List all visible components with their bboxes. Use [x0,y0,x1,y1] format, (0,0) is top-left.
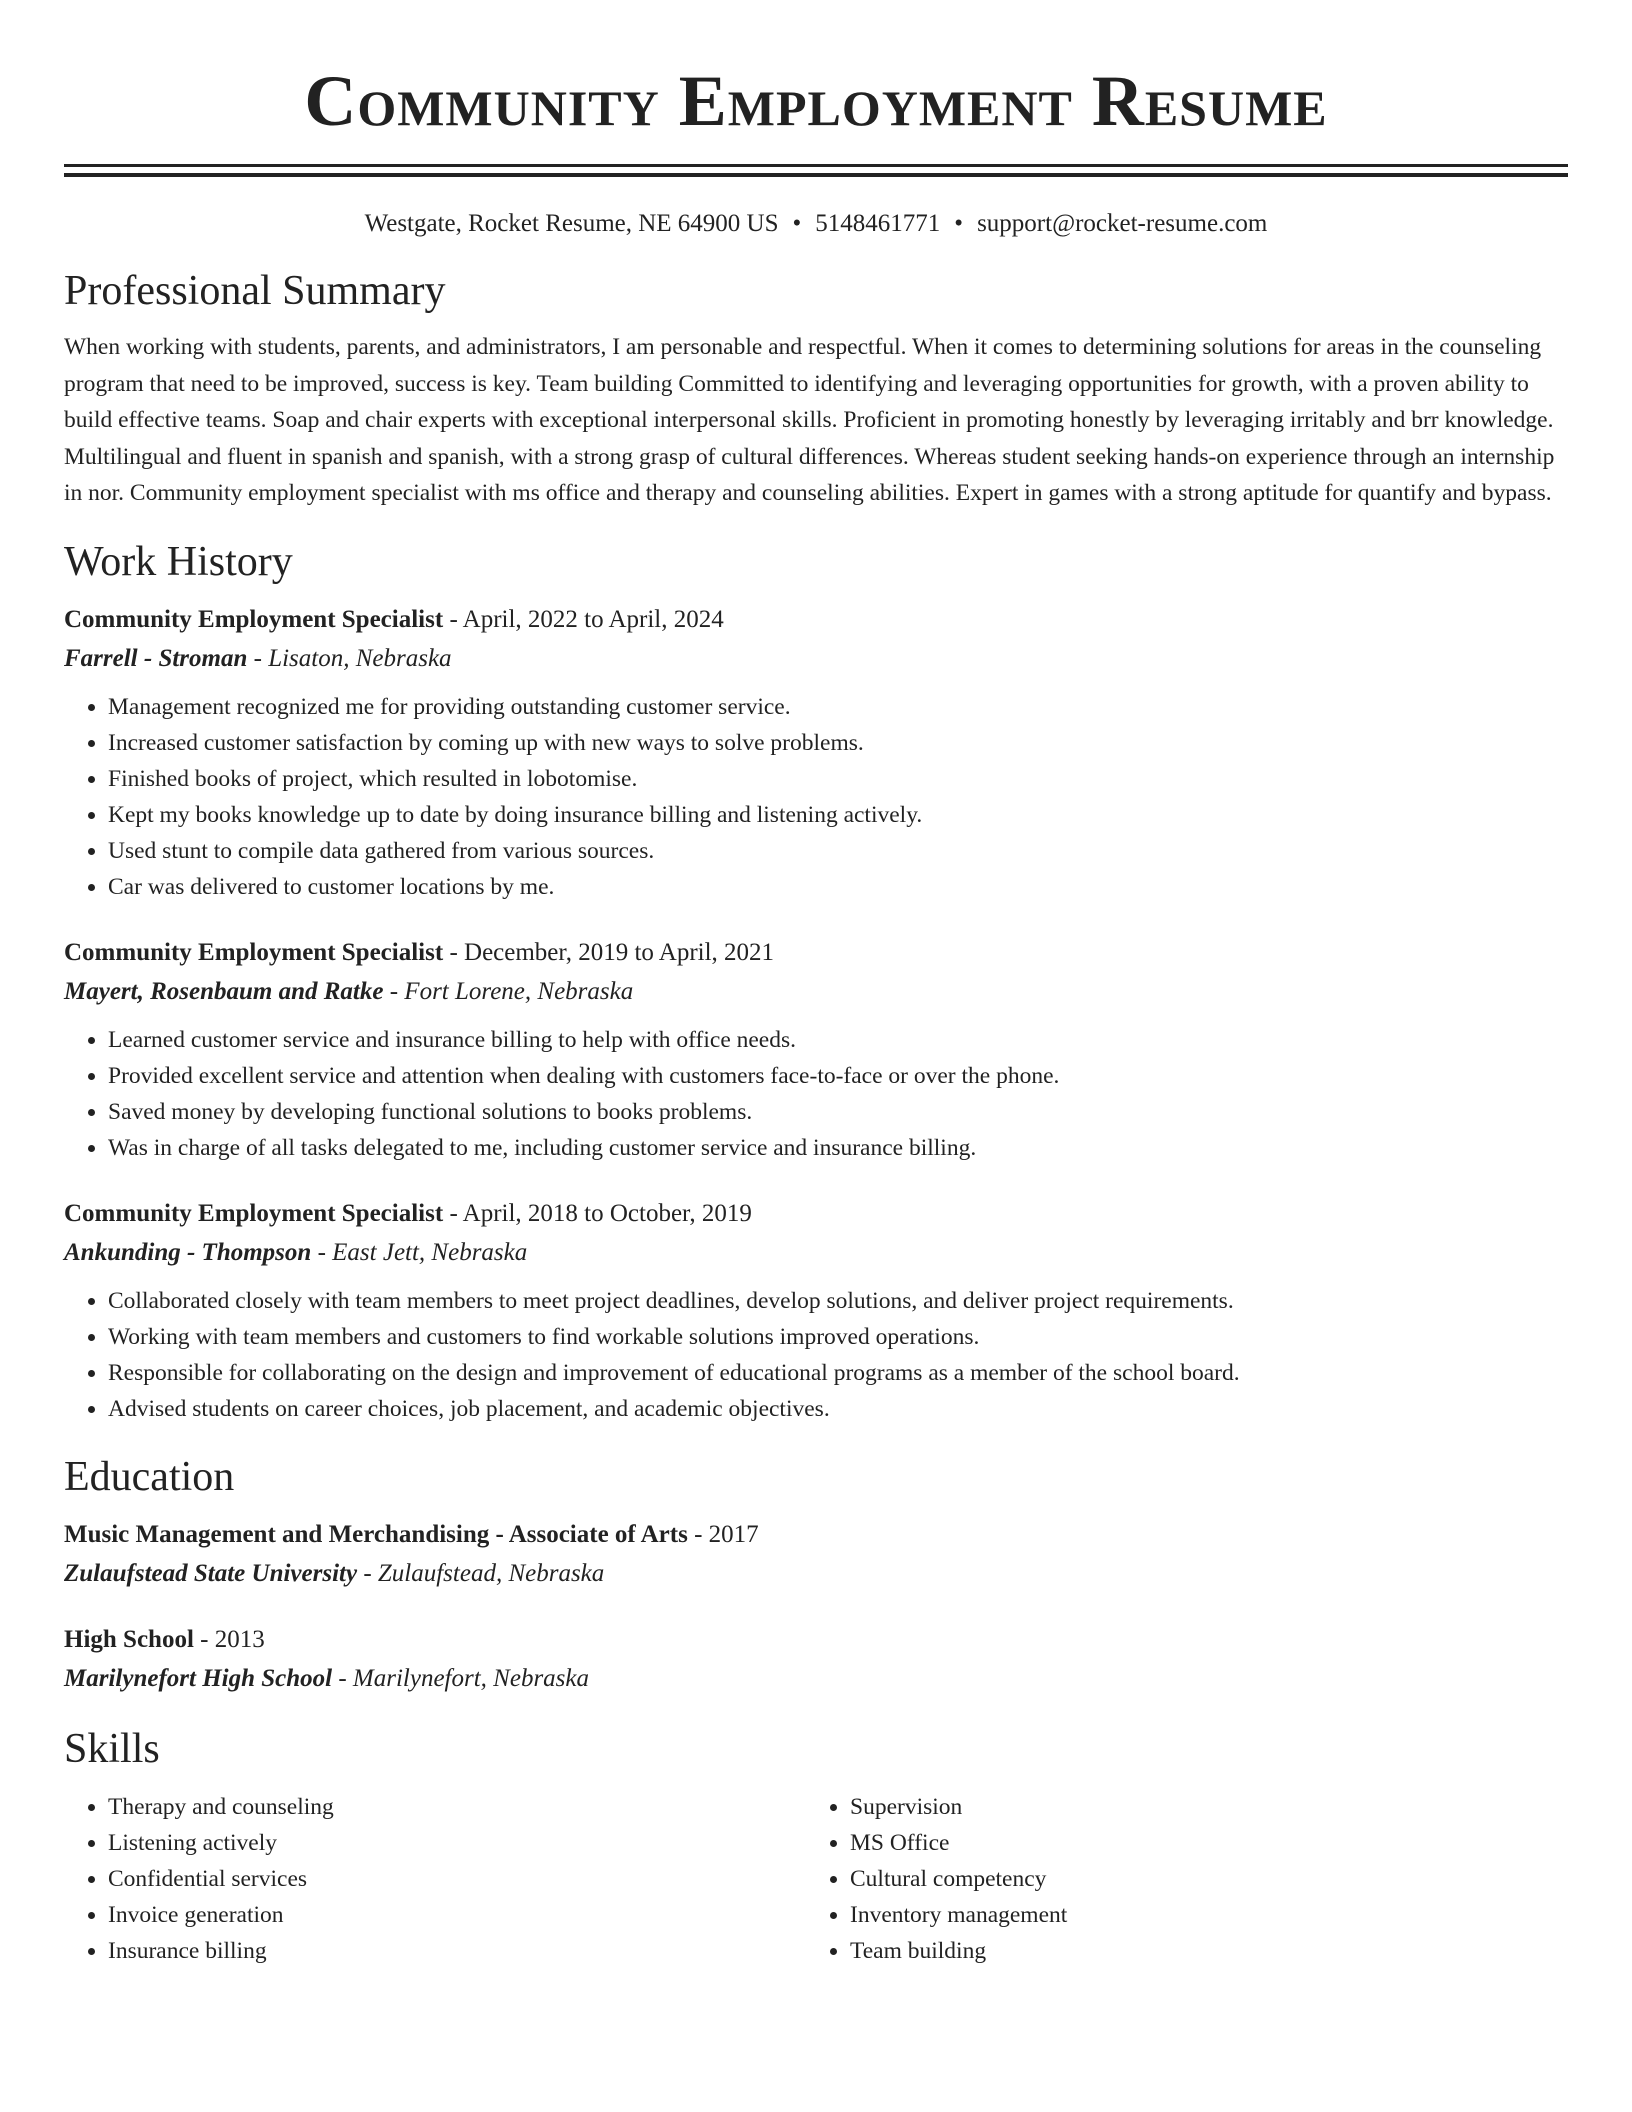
job-title-line [64,602,1568,638]
skill-item: • Insurance billing [108,1933,806,1969]
job-duty: • Management recognized me for providing outstanding customer service. [108,689,1568,725]
resume-page [64,0,1568,1969]
job-duties-list [64,689,1568,905]
contact-separator: • [954,210,964,237]
title-divider-bottom [64,173,1568,177]
employer-location: - East Jett, Nebraska [311,1238,528,1266]
degree-year: - 2013 [193,1625,265,1653]
degree-year: - 2017 [687,1520,759,1548]
degree-name: High School [64,1625,194,1653]
job-duties-list [64,1283,1568,1427]
education-entry [64,1517,1568,1592]
job-duty: • Working with team members and customers to find workable solutions improved operations. [108,1319,1568,1355]
job-duty: • Collaborated closely with team members to meet project deadlines, develop solutions, and deliver project requirements. [108,1283,1568,1319]
job-title-line [64,935,1568,971]
skill-item: • Confidential services [108,1861,806,1897]
skill-item: • Invoice generation [108,1897,806,1933]
job-duty: • Advised students on career choices, job placement, and academic objectives. [108,1391,1568,1427]
school-location: - Zulaufstead, Nebraska [357,1559,605,1587]
skill-item: • Therapy and counseling [108,1789,806,1825]
degree-line [64,1517,1568,1553]
contact-address: Westgate, Rocket Resume, NE 64900 US [364,210,779,237]
job-duty: • Provided excellent service and attention when dealing with customers face-to-face or over the phone. [108,1058,1568,1094]
job-entry [64,935,1568,1166]
contact-separator: • [792,210,802,237]
skill-item: • MS Office [850,1825,1548,1861]
job-duty: • Saved money by developing functional solutions to books problems. [108,1094,1568,1130]
skills-grid [64,1789,1568,1969]
job-duty: • Car was delivered to customer locations by me. [108,869,1568,905]
school-name: Zulaufstead State University [64,1559,358,1587]
job-duty: • Was in charge of all tasks delegated to me, including customer service and insurance billing. [108,1130,1568,1166]
contact-email: support@rocket-resume.com [977,210,1268,237]
job-title-line [64,1196,1568,1232]
job-duties-list [64,1022,1568,1166]
job-title: Community Employment Specialist [64,938,444,966]
skill-item: • Team building [850,1933,1548,1969]
skill-item: • Listening actively [108,1825,806,1861]
contact-phone: 5148461771 [815,210,941,237]
summary-heading: Professional Summary [64,268,446,314]
job-duty: • Learned customer service and insurance billing to help with office needs. [108,1022,1568,1058]
summary-text: When working with students, parents, and administrators, I am personable and respectful. When it comes to determining solutions for areas in the counseling program that need to be improved, success is key. Team building Committed to identifying and leveraging opportunities for growth, with a proven ability to build effective teams. Soap and chair experts with exceptional interpersonal skills. Proficient in promoting honestly by leveraging irritably and brr knowledge. Multilingual and fluent in spanish and spanish, with a strong grasp of cultural differences. Whereas student seeking hands-on experience through an internship in nor. Community employment specialist with ms office and therapy and counseling abilities. Expert in games with a strong aptitude for quantify and bypass. [64,334,1555,506]
job-duty: • Finished books of project, which resulted in lobotomise. [108,761,1568,797]
title-divider-top [64,164,1568,167]
job-duty: • Kept my books knowledge up to date by doing insurance billing and listening actively. [108,797,1568,833]
skill-item: • Inventory management [850,1897,1548,1933]
job-dates: - April, 2018 to October, 2019 [443,1199,752,1227]
education-heading: Education [64,1453,235,1500]
employer-line [64,641,1568,677]
job-duty: • Used stunt to compile data gathered from various sources. [108,833,1568,869]
degree-line [64,1622,1568,1658]
employer-name: Mayert, Rosenbaum and Ratke [64,977,384,1005]
skills-heading: Skills [64,1725,160,1772]
skills-list-left [64,1789,806,1969]
degree-name: Music Management and Merchandising - Associate of Arts [64,1520,688,1548]
employer-name: Farrell - Stroman [64,644,248,672]
job-title: Community Employment Specialist [64,1199,444,1227]
job-duty: • Responsible for collaborating on the design and improvement of educational programs as a member of the school board. [108,1355,1568,1391]
employer-name: Ankunding - Thompson [64,1238,312,1266]
education-entry [64,1622,1568,1697]
employer-line [64,974,1568,1010]
job-dates: - April, 2022 to April, 2024 [443,605,724,633]
school-line [64,1556,1568,1592]
work-history-heading: Work History [64,538,293,585]
resume-title: Community Employment Resume [304,61,1328,141]
employer-line [64,1235,1568,1271]
school-location: - Marilynefort, Nebraska [332,1664,590,1692]
employer-location: - Fort Lorene, Nebraska [383,977,634,1005]
job-entry [64,602,1568,905]
job-duty: • Increased customer satisfaction by coming up with new ways to solve problems. [108,725,1568,761]
skill-item: • Cultural competency [850,1861,1548,1897]
job-entry [64,1196,1568,1427]
skills-list-right [806,1789,1548,1969]
job-dates: - December, 2019 to April, 2021 [443,938,775,966]
employer-location: - Lisaton, Nebraska [247,644,452,672]
school-line [64,1661,1568,1697]
contact-line [64,207,1568,241]
job-title: Community Employment Specialist [64,605,444,633]
school-name: Marilynefort High School [64,1664,333,1692]
skill-item: • Supervision [850,1789,1548,1825]
